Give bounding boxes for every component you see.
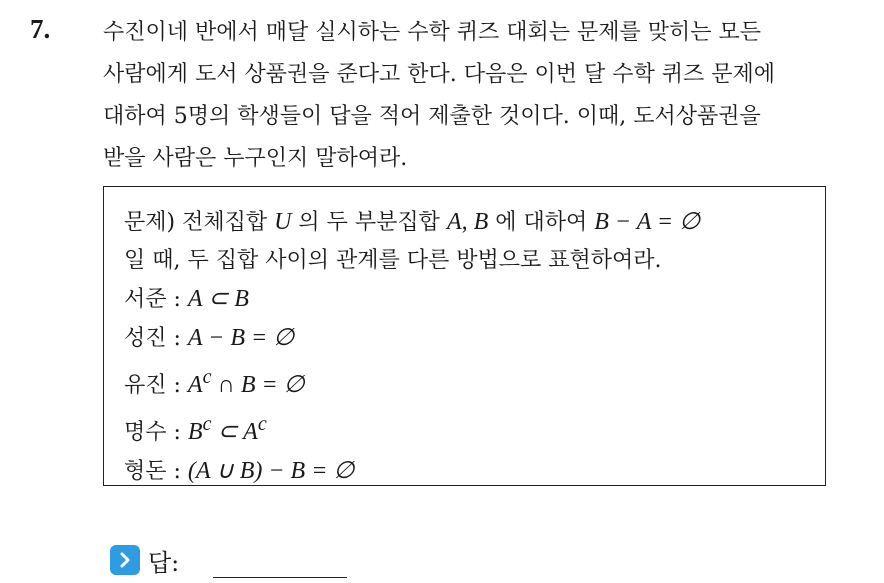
answer-expr bbox=[187, 366, 305, 398]
separator: : bbox=[166, 459, 188, 484]
student-answer-yujin bbox=[124, 358, 825, 405]
student-answer-myeongsu bbox=[124, 405, 825, 452]
complement-sup: c bbox=[202, 413, 212, 435]
student-name: 형돈 bbox=[124, 459, 167, 484]
expr-part: A bbox=[187, 372, 203, 398]
complement-sup: c bbox=[202, 366, 212, 388]
set-u: U bbox=[274, 209, 292, 235]
problem-statement-line2: 일 때, 두 집합 사이의 관계를 다른 방법으로 표현하여라. bbox=[124, 248, 662, 273]
question-line: 받을 사람은 누구인지 말하여라. bbox=[103, 146, 408, 171]
problem-text: 에 대하여 bbox=[488, 210, 595, 235]
separator: : bbox=[166, 420, 188, 445]
sets-ab: A, B bbox=[446, 209, 489, 235]
question-text bbox=[103, 12, 863, 180]
complement-sup: c bbox=[257, 413, 267, 435]
question-number: 7. bbox=[30, 14, 51, 44]
answer-expr: A ⊂ B bbox=[187, 286, 249, 312]
student-name: 유진 bbox=[124, 373, 167, 398]
answer-expr: A − B = ∅ bbox=[187, 325, 295, 351]
answer-expr: (A ∪ B) − B = ∅ bbox=[187, 458, 355, 484]
student-name: 성진 bbox=[124, 326, 167, 351]
answer-row bbox=[110, 540, 179, 580]
problem-text: 의 두 부분집합 bbox=[291, 210, 447, 235]
expr-part: B bbox=[187, 419, 203, 445]
student-answer-hyeongdon bbox=[124, 452, 825, 491]
student-name: 서준 bbox=[124, 287, 167, 312]
expr-part: ⊂ A bbox=[211, 419, 258, 445]
condition-expr: B − A = ∅ bbox=[594, 209, 701, 235]
problem-box bbox=[103, 186, 826, 486]
problem-statement-line1 bbox=[124, 203, 825, 242]
chevron-right-icon bbox=[110, 545, 140, 575]
student-name: 명수 bbox=[124, 420, 167, 445]
separator: : bbox=[166, 373, 188, 398]
expr-part: ∩ B = ∅ bbox=[211, 372, 305, 398]
separator: : bbox=[166, 326, 188, 351]
question-line: 사람에게 도서 상품권을 준다고 한다. 다음은 이번 달 수학 퀴즈 문제에 bbox=[103, 62, 775, 87]
chevron-right-icon-glyph bbox=[116, 551, 134, 569]
problem-label: 문제) 전체집합 bbox=[124, 210, 275, 235]
answer-expr bbox=[187, 413, 267, 445]
answer-label: 답: bbox=[148, 548, 180, 577]
student-answer-seongjin bbox=[124, 319, 825, 358]
student-answer-seojun bbox=[124, 280, 825, 319]
question-line: 대하여 5명의 학생들이 답을 적어 제출한 것이다. 이때, 도서상품권을 bbox=[103, 104, 761, 129]
separator: : bbox=[166, 287, 188, 312]
answer-blank-line[interactable] bbox=[213, 577, 347, 578]
question-line: 수진이네 반에서 매달 실시하는 수학 퀴즈 대회는 문제를 맞히는 모든 bbox=[103, 20, 761, 45]
